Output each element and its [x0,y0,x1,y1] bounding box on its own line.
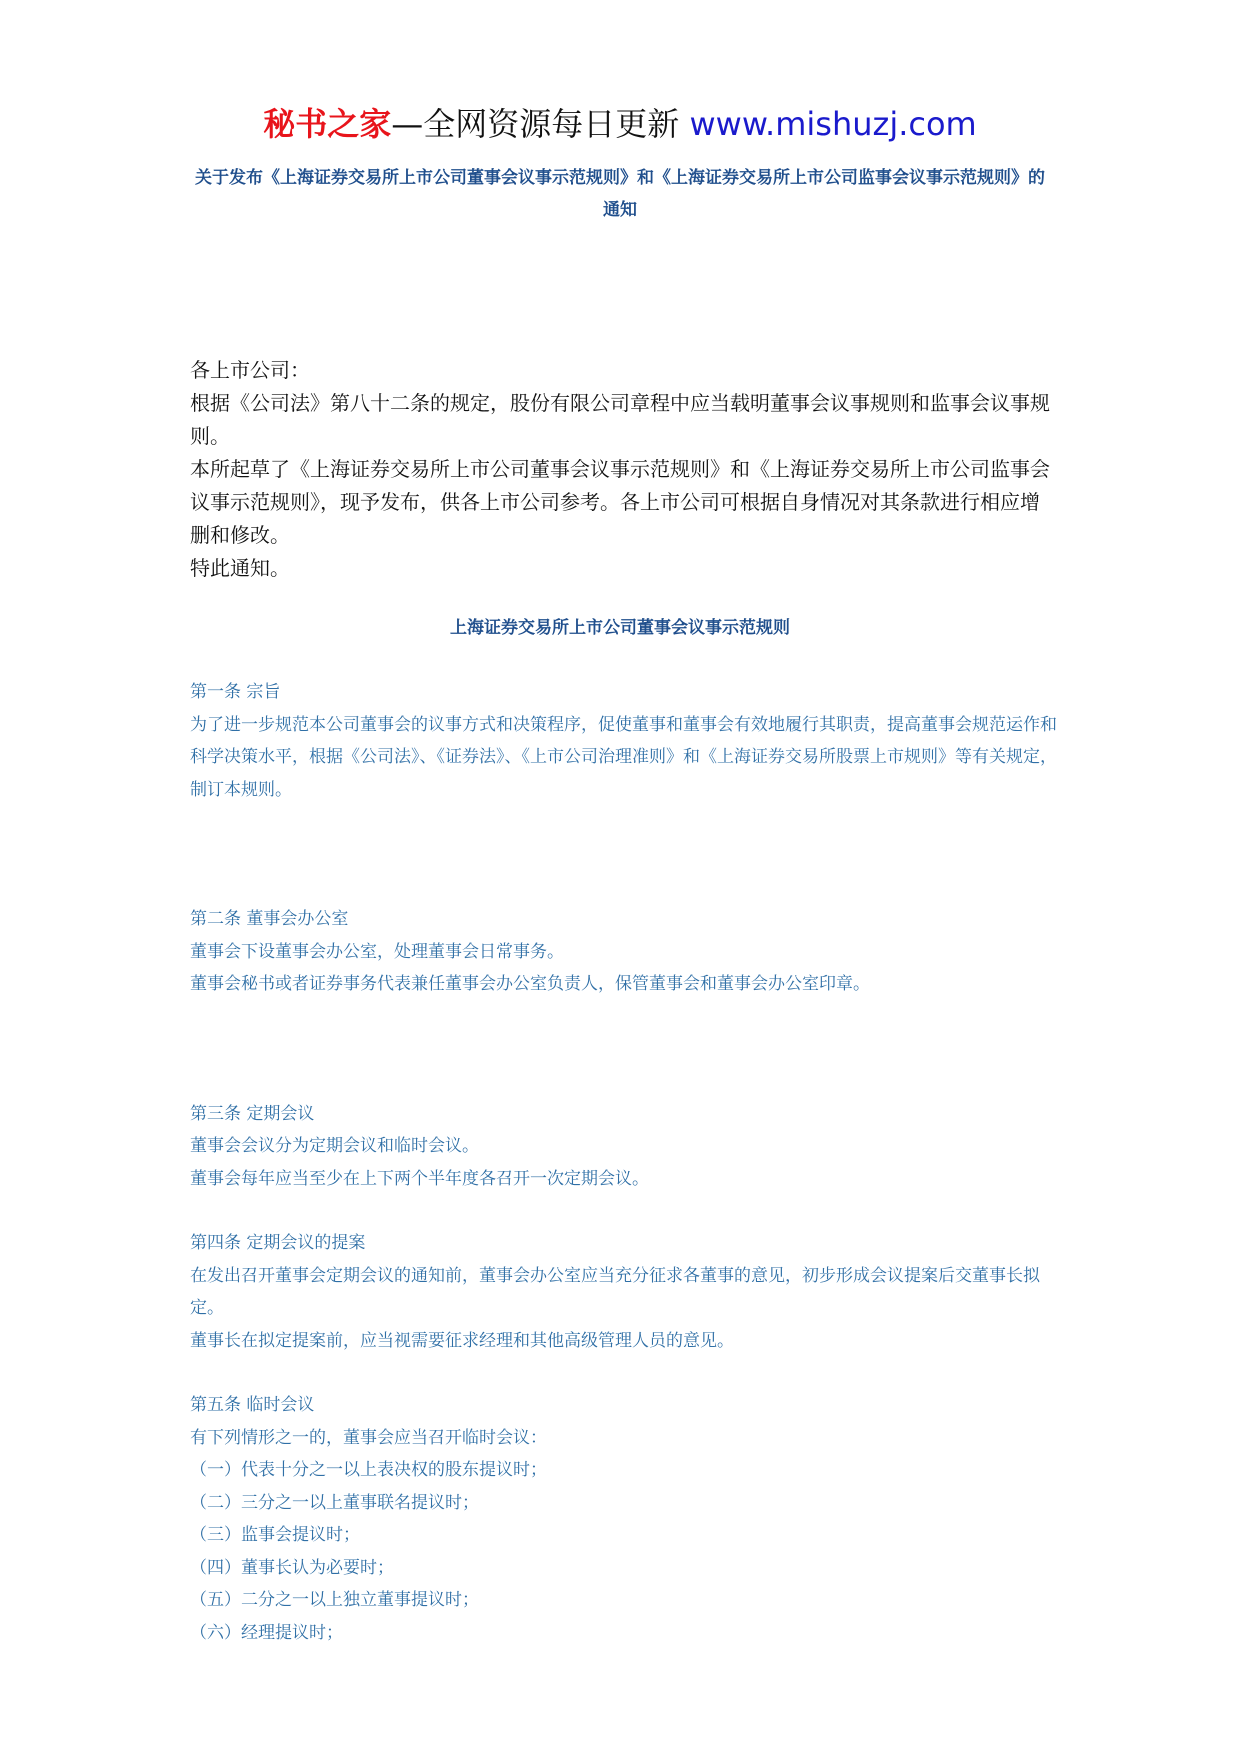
spacer [190,1001,1060,1098]
article-heading: 第三条 定期会议 [190,1103,315,1124]
notice-closing: 特此通知。 [190,556,290,580]
notice-title: 关于发布《上海证券交易所上市公司董事会议事示范规则》和《上海证券交易所上市公司监事会议事示范规则》的通知 [195,168,1045,220]
article-line: 为了进一步规范本公司董事会的议事方式和决策程序，促使董事和董事会有效地履行其职责，提高董事会规范运作和科学决策水平，根据《公司法》、《证券法》、《上市公司治理准则》和《上海证券交易所股票上市规则》等有关规定，制订本规则。 [190,714,1057,800]
article-line: 董事会每年应当至少在上下两个半年度各召开一次定期会议。 [190,1168,649,1189]
rules-body [190,676,1060,1649]
article-line: 董事会下设董事会办公室，处理董事会日常事务。 [190,941,564,962]
article-line: （二）三分之一以上董事联名提议时； [190,1492,479,1513]
article-line: （五）二分之一以上独立董事提议时； [190,1590,479,1610]
article-heading: 第一条 宗旨 [190,682,281,702]
site-brand: 秘书之家 [263,105,392,143]
article-heading: 第四条 定期会议的提案 [190,1233,366,1253]
article-line: （四）董事长认为必要时； [190,1557,394,1578]
spacer [190,1195,1060,1227]
article-4 [190,1227,1060,1357]
spacer [190,1357,1060,1389]
notice-body [190,354,1050,585]
article-heading: 第二条 董事会办公室 [190,909,349,929]
article-line: 董事长在拟定提案前，应当视需要征求经理和其他高级管理人员的意见。 [190,1330,734,1351]
article-3 [190,1098,1060,1196]
article-line: （三）监事会提议时； [190,1525,360,1545]
article-1 [190,676,1060,806]
article-5 [190,1389,1060,1649]
site-header [0,100,1240,148]
notice-paragraph: 本所起草了《上海证券交易所上市公司董事会议事示范规则》和《上海证券交易所上市公司监事会议事示范规则》，现予发布，供各上市公司参考。各上市公司可根据自身情况对其条款进行相应增删和修改。 [190,457,1050,547]
spacer [190,806,1060,903]
site-tagline: —全网资源每日更新 [391,105,690,143]
article-line: 在发出召开董事会定期会议的通知前，董事会办公室应当充分征求各董事的意见，初步形成会议提案后交董事长拟定。 [190,1265,1040,1318]
notice-paragraph: 根据《公司法》第八十二条的规定，股份有限公司章程中应当载明董事会议事规则和监事会议事规则。 [190,391,1050,448]
site-url-link[interactable]: www.mishuzj.com [689,105,977,143]
article-line: 董事会秘书或者证券事务代表兼任董事会办公室负责人，保管董事会和董事会办公室印章。 [190,974,870,994]
rules-title: 上海证券交易所上市公司董事会议事示范规则 [450,618,790,638]
notice-salutation: 各上市公司： [190,358,310,382]
article-heading: 第五条 临时会议 [190,1395,315,1415]
article-line: （六）经理提议时； [190,1622,343,1643]
article-line: 董事会会议分为定期会议和临时会议。 [190,1136,479,1156]
article-2 [190,903,1060,1001]
article-line: （一）代表十分之一以上表决权的股东提议时； [190,1460,547,1480]
article-line: 有下列情形之一的，董事会应当召开临时会议： [190,1427,547,1448]
